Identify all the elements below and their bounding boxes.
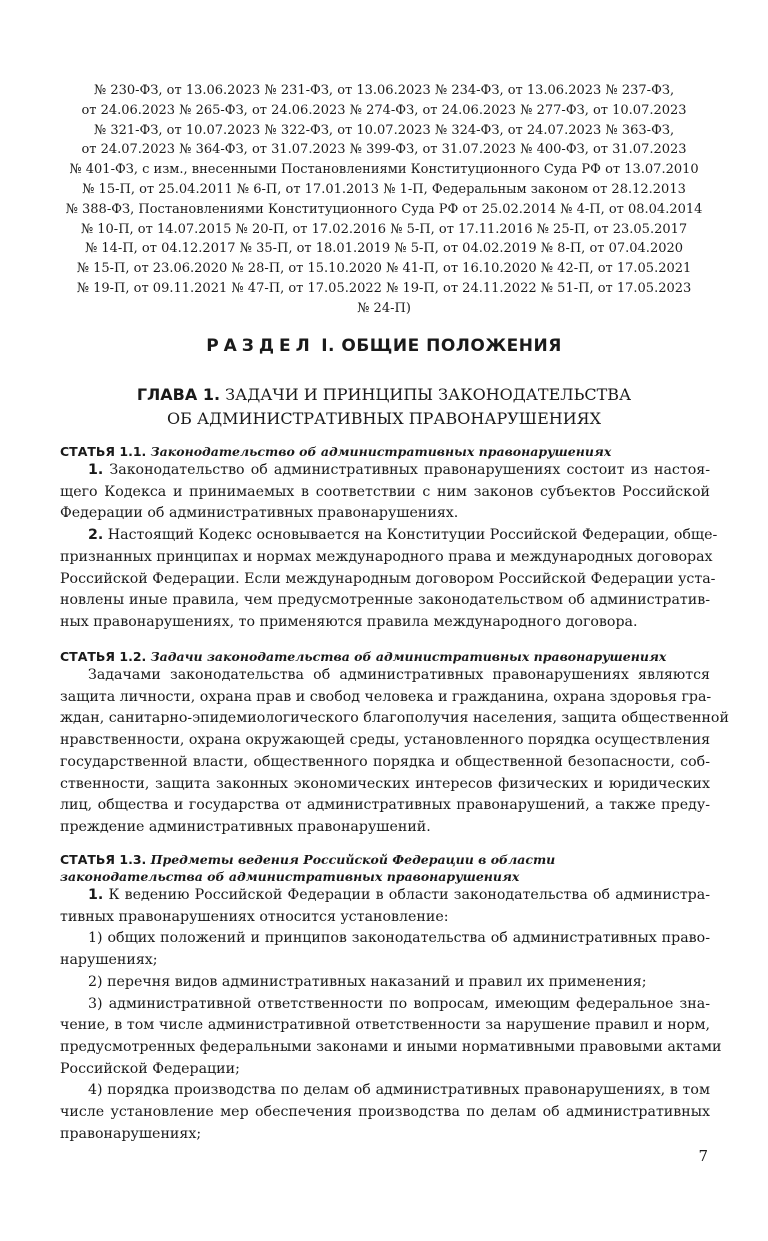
paragraph-line: 1. К ведению Российской Федерации в области законодательства об администра- xyxy=(88,887,710,903)
article-title-line2: законодательства об административных правонарушениях xyxy=(60,869,520,884)
list-item-line: 4) порядка производства по делам об административных правонарушениях, в том xyxy=(88,1082,710,1099)
paragraph-line: Российской Федерации. Если международным договором Российской Федерации уста- xyxy=(60,570,716,587)
amendment-line: № 14-П, от 04.12.2017 № 35-П, от 18.01.2019 № 5-П, от 04.02.2019 № 8-П, от 07.04.2020 xyxy=(84,241,684,257)
article-label: СТАТЬЯ 1.2. xyxy=(60,649,147,664)
paragraph-number: 1. xyxy=(88,887,104,903)
list-item-line: 3) административной ответственности по вопросам, имеющим федеральное зна- xyxy=(88,995,710,1012)
article-1-2-heading xyxy=(60,648,710,665)
list-item-line: предусмотренных федеральными законами и иными нормативными правовыми актами xyxy=(60,1038,722,1055)
paragraph-line: щего Кодекса и принимаемых в соответствии с ним законов субъектов Российской xyxy=(60,483,710,500)
paragraph-line: нравственности, охрана окружающей среды, установленного порядка осуществления xyxy=(60,732,711,749)
chapter-label: ГЛАВА 1. xyxy=(136,385,221,404)
paragraph-line: Задачами законодательства об административных правонарушениях являются xyxy=(88,667,710,683)
paragraph-line: лиц, общества и государства от административных правонарушений, а также преду- xyxy=(60,797,710,814)
paragraph-line: Федерации об административных правонарушениях. xyxy=(60,505,459,522)
list-item-line: Российской Федерации; xyxy=(60,1060,240,1077)
amendment-line: № 19-П, от 09.11.2021 № 47-П, от 17.05.2022 № 19-П, от 24.11.2022 № 51-П, от 17.05.2023 xyxy=(76,280,692,296)
amendment-line: № 24-П) xyxy=(357,300,411,316)
page-number: 7 xyxy=(698,1147,708,1165)
amendment-line: от 24.07.2023 № 364-ФЗ, от 31.07.2023 № 399-ФЗ, от 31.07.2023 № 400-ФЗ, от 31.07.2023 xyxy=(81,142,687,158)
amendment-line: № 15-П, от 25.04.2011 № 6-П, от 17.01.2013 № 1-П, Федеральным законом от 28.12.2013 xyxy=(82,181,686,197)
article-title: Задачи законодательства об административных правонарушениях xyxy=(150,649,667,664)
section-name: I. ОБЩИЕ ПОЛОЖЕНИЯ xyxy=(321,336,562,356)
paragraph-line: новлены иные правила, чем предусмотренные законодательством об административ- xyxy=(60,592,710,609)
article-title-line1: Предметы ведения Российской Федерации в области xyxy=(150,852,556,867)
chapter-title xyxy=(0,383,768,431)
amendments-block xyxy=(60,81,708,319)
paragraph-line: защита личности, охрана прав и свобод человека и гражданина, охрана здоровья гра- xyxy=(60,688,712,705)
list-item-line: 2) перечня видов административных наказаний и правил их применения; xyxy=(88,973,647,990)
paragraph-line: государственной власти, общественного порядка и общественной безопасности, соб- xyxy=(60,753,710,770)
article-title: Законодательство об административных правонарушениях xyxy=(150,444,612,459)
article-label: СТАТЬЯ 1.3. xyxy=(60,852,147,867)
paragraph-line: 1. Законодательство об административных правонарушениях состоит из настоя- xyxy=(88,462,710,478)
amendment-line: № 15-П, от 23.06.2020 № 28-П, от 15.10.2020 № 41-П, от 16.10.2020 № 42-П, от 17.05.2021 xyxy=(76,261,692,277)
article-1-2-body xyxy=(60,665,729,839)
article-1-3-body xyxy=(60,885,722,1145)
amendment-line: № 230-ФЗ, от 13.06.2023 № 231-ФЗ, от 13.06.2023 № 234-ФЗ, от 13.06.2023 № 237-ФЗ, xyxy=(93,83,675,98)
list-item-line: числе установление мер обеспечения производства по делам об административных xyxy=(60,1104,710,1121)
amendment-line: № 401-ФЗ, с изм., внесенными Постановлениями Конституционного Суда РФ от 13.07.2010 xyxy=(69,162,699,178)
list-item-line: нарушениях; xyxy=(60,952,158,969)
article-1-3-heading xyxy=(60,851,710,885)
paragraph-line: 2. Настоящий Кодекс основывается на Конституции Российской Федерации, обще- xyxy=(88,527,718,544)
list-item-line: 1) общих положений и принципов законодательства об административных право- xyxy=(88,930,710,947)
article-label: СТАТЬЯ 1.1. xyxy=(60,444,147,459)
article-1-1-heading xyxy=(60,443,710,460)
list-item-line: правонарушениях; xyxy=(60,1125,202,1142)
chapter-name-line1: ЗАДАЧИ И ПРИНЦИПЫ ЗАКОНОДАТЕЛЬСТВА xyxy=(225,385,632,404)
paragraph-line: тивных правонарушениях относится установление: xyxy=(60,908,449,925)
amendment-line: № 321-ФЗ, от 10.07.2023 № 322-ФЗ, от 10.07.2023 № 324-ФЗ, от 24.07.2023 № 363-ФЗ, xyxy=(93,122,675,138)
paragraph-line: преждение административных правонарушений. xyxy=(60,818,431,835)
amendment-line: от 24.06.2023 № 265-ФЗ, от 24.06.2023 № 274-ФЗ, от 24.06.2023 № 277-ФЗ, от 10.07.2023 xyxy=(81,102,687,118)
amendment-line: № 10-П, от 14.07.2015 № 20-П, от 17.02.2016 № 5-П, от 17.11.2016 № 25-П, от 23.05.2017 xyxy=(80,221,688,237)
section-title xyxy=(0,336,768,356)
paragraph-line: ждан, санитарно-эпидемиологического благополучия населения, защита общественной xyxy=(60,710,729,727)
paragraph-line: ных правонарушениях, то применяются правила международного договора. xyxy=(60,613,638,630)
section-label: РАЗДЕЛ xyxy=(206,336,315,356)
paragraph-number: 2. xyxy=(88,527,104,544)
chapter-name-line2: ОБ АДМИНИСТРАТИВНЫХ ПРАВОНАРУШЕНИЯХ xyxy=(167,409,601,428)
paragraph-line: ственности, защита законных экономических интересов физических и юридических xyxy=(60,775,710,792)
article-1-1-body xyxy=(60,460,718,634)
paragraph-line: признанных принципах и нормах международного права и международных договорах xyxy=(60,548,713,565)
paragraph-number: 1. xyxy=(88,462,104,478)
amendment-line: № 388-ФЗ, Постановлениями Конституционного Суда РФ от 25.02.2014 № 4-П, от 08.04.2014 xyxy=(65,201,703,217)
list-item-line: чение, в том числе административной ответственности за нарушение правил и норм, xyxy=(60,1017,710,1034)
